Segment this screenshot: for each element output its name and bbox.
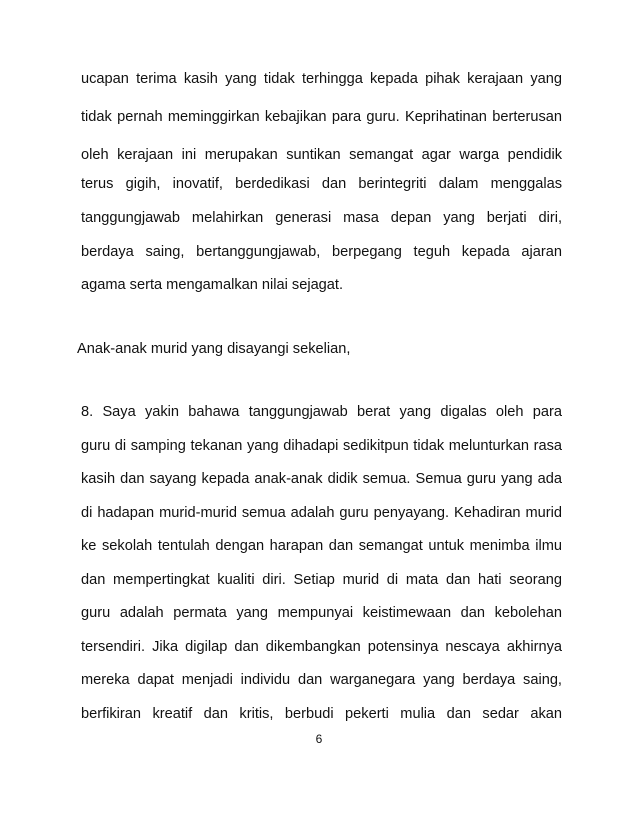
text-line: tanggungjawab melahirkan generasi masa depan yang berjati diri, [81, 210, 562, 226]
page-number: 6 [315, 732, 323, 746]
text-line: berdaya saing, bertanggungjawab, berpegang teguh kepada ajaran [81, 244, 562, 260]
text-line: tersendiri. Jika digilap dan dikembangkan potensinya nescaya akhirnya [81, 639, 562, 655]
text-line: mereka dapat menjadi individu dan warganegara yang berdaya saing, [81, 672, 562, 688]
text-line: di hadapan murid-murid semua adalah guru penyayang. Kehadiran murid [81, 505, 562, 521]
text-line: 8. Saya yakin bahawa tanggungjawab berat yang digalas oleh para [81, 404, 562, 420]
text-line: berfikiran kreatif dan kritis, berbudi pekerti mulia dan sedar akan [81, 706, 562, 722]
text-line: ucapan terima kasih yang tidak terhingga kepada pihak kerajaan yang [81, 71, 562, 87]
text-line: ke sekolah tentulah dengan harapan dan semangat untuk menimba ilmu [81, 538, 562, 554]
text-line: tidak pernah meminggirkan kebajikan para guru. Keprihatinan berterusan [81, 109, 562, 125]
text-line: agama serta mengamalkan nilai sejagat. [81, 277, 344, 293]
text-line: guru adalah permata yang mempunyai keistimewaan dan kebolehan [81, 605, 562, 621]
salutation: Anak-anak murid yang disayangi sekelian, [77, 341, 351, 357]
text-line: guru di samping tekanan yang dihadapi sedikitpun tidak melunturkan rasa [81, 438, 562, 454]
text-line: oleh kerajaan ini merupakan suntikan semangat agar warga pendidik [81, 147, 562, 163]
text-line: kasih dan sayang kepada anak-anak didik semua. Semua guru yang ada [81, 471, 562, 487]
text-line: terus gigih, inovatif, berdedikasi dan berintegriti dalam menggalas [81, 176, 562, 192]
text-line: dan mempertingkat kualiti diri. Setiap murid di mata dan hati seorang [81, 572, 562, 588]
